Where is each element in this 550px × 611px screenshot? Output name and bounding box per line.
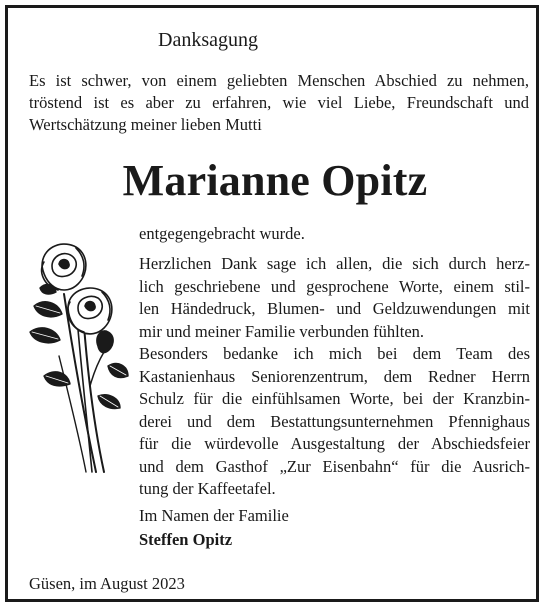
thanks-line: Schulz für die einfühlsamen Worte, bei der Kranzbin- — [139, 389, 530, 408]
thanks-line: tung der Kaffeetafel. — [139, 479, 276, 498]
thanks-line: Besonders bedanke ich mich bei dem Team des — [139, 344, 530, 363]
thanks-line: mir und meiner Familie verbunden fühlten. — [139, 321, 425, 341]
roses-bouquet-icon — [24, 236, 132, 476]
thanks-line: derei und dem Bestattungsunternehmen Pfennighaus — [139, 411, 530, 431]
thanks-line: Kastanienhaus Seniorenzentrum, dem Redner Herrn — [139, 366, 530, 386]
signature-name: Steffen Opitz — [139, 530, 233, 549]
thanks-paragraph — [139, 253, 530, 501]
thanks-line: und dem Gasthof „Zur Eisenbahn“ für die Ausrich- — [139, 456, 530, 476]
intro-line: tröstend ist es aber zu erfahren, wie viel Liebe, Freundschaft und — [29, 93, 529, 112]
signature-intro: Im Namen der Familie — [139, 506, 289, 525]
intro-line: Wertschätzung meiner lieben Mutti — [29, 115, 262, 134]
heading: Danksagung — [158, 29, 258, 51]
received-line: entgegengebracht wurde. — [139, 224, 305, 243]
thanks-line: für die würdevolle Ausgestaltung der Abschiedsfeier — [139, 434, 530, 453]
thanks-line: len Händedruck, Blumen- und Geldzuwendungen mit — [139, 299, 530, 318]
obituary-card — [5, 5, 539, 602]
intro-line: Es ist schwer, von einem geliebten Menschen Abschied zu nehmen, — [29, 71, 529, 90]
thanks-line: Herzlichen Dank sage ich allen, die sich durch herz- — [139, 254, 530, 273]
place-date: Güsen, im August 2023 — [29, 574, 185, 593]
intro-paragraph — [29, 70, 529, 136]
thanks-line: lich geschriebene und gesprochene Worte, einem stil- — [139, 276, 530, 296]
deceased-name: Marianne Opitz — [122, 156, 428, 205]
